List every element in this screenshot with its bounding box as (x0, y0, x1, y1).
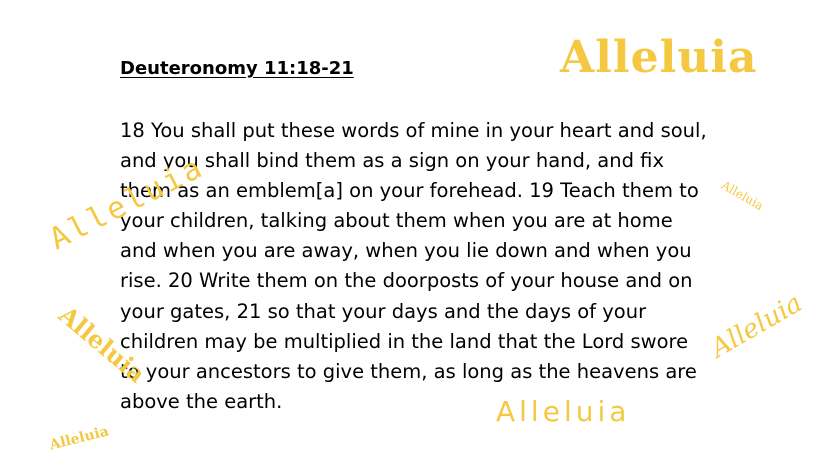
passage-line: them as an emblem[a] on your forehead. 19 Teach them to (120, 179, 699, 203)
alleluia-watermark: Alleluia (496, 395, 631, 428)
passage-line: 18 You shall put these words of mine in your heart and soul, (120, 119, 707, 142)
alleluia-watermark: Alleluia (706, 288, 808, 364)
passage-line: your gates, 21 so that your days and the days of your (120, 299, 647, 323)
alleluia-watermark: Alleluia (53, 300, 152, 389)
alleluia-watermark: Alleluia (48, 423, 111, 454)
alleluia-watermark: Alleluia (719, 178, 766, 214)
scripture-passage (120, 116, 740, 417)
passage-line: rise. 20 Write them on the doorposts of your house and on (120, 269, 693, 293)
passage-line: and when you are away, when you lie down and when you (120, 239, 692, 263)
alleluia-watermark: Alleluia (44, 149, 211, 258)
passage-line: and you shall bind them as a sign on your hand, and fix (120, 149, 664, 173)
passage-line: children may be multiplied in the land that the Lord swore (120, 329, 689, 353)
passage-line: your children, talking about them when you are at home (120, 209, 673, 233)
alleluia-watermark: Alleluia (560, 32, 758, 83)
passage-heading: Deuteronomy 11:18-21 (120, 58, 354, 79)
passage-line: above the earth. (120, 389, 283, 413)
passage-line: to your ancestors to give them, as long as the heavens are (120, 359, 697, 383)
